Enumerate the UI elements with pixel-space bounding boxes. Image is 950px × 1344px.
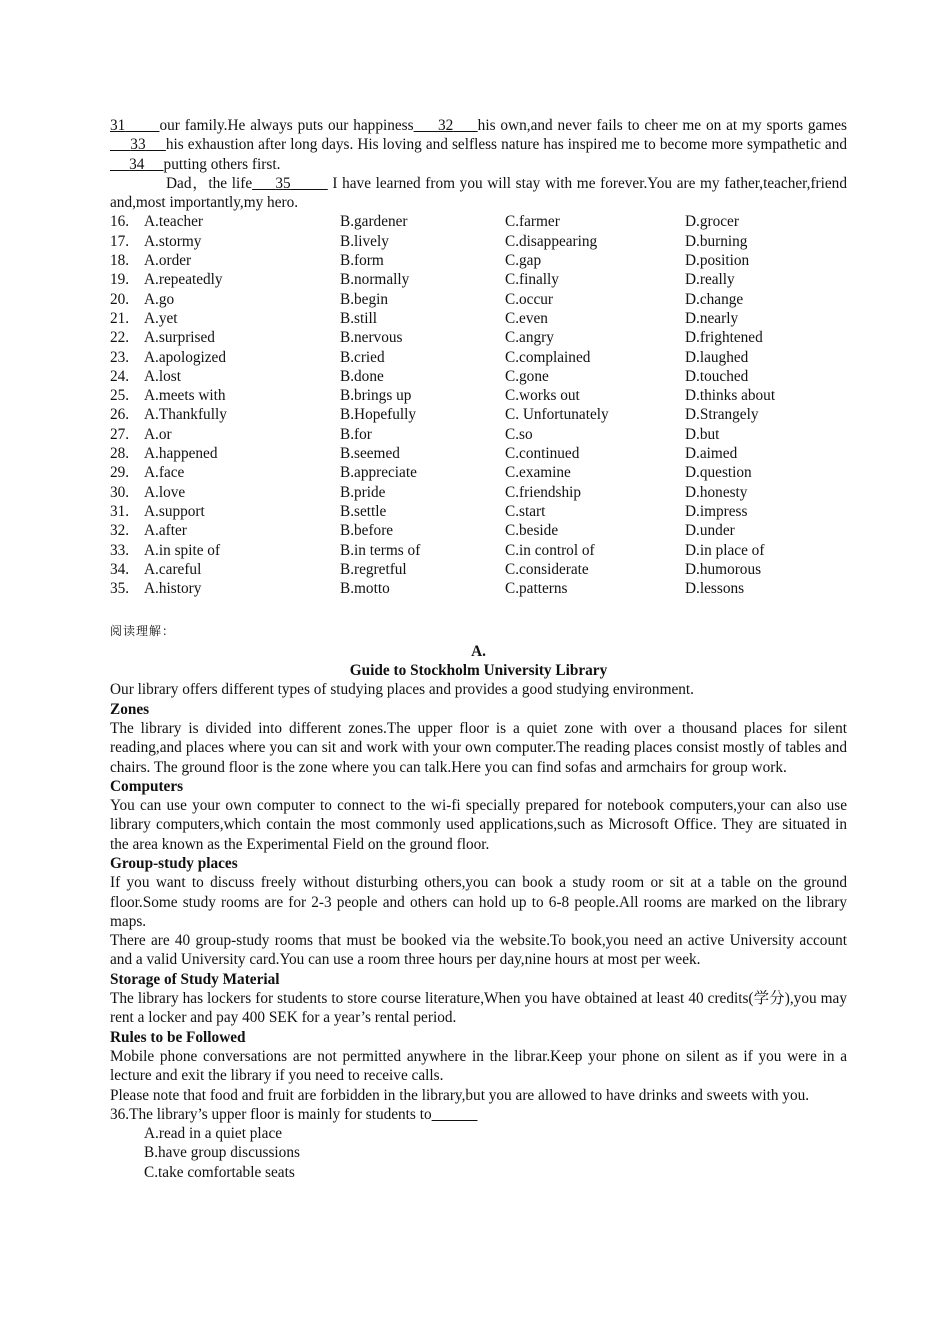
intro-paragraph: Our library offers different types of studying places and provides a good studying environment. — [110, 681, 694, 699]
option-b[interactable]: B.gardener — [340, 213, 408, 231]
option-a[interactable]: A.stormy — [144, 232, 202, 250]
section-heading: 阅读理解： — [110, 624, 176, 639]
passage-letter: A. — [471, 642, 486, 660]
option-d[interactable]: D.really — [685, 271, 735, 289]
heading-rules: Rules to be Followed — [110, 1028, 246, 1046]
question-number: 20. — [110, 290, 130, 308]
zones-paragraph: The library is divided into different zones.The upper floor is a quiet zone with over a thousand places for silent reading,and places where you can sit and work with your own computer.The reading places consist mostly of tables and chairs. The ground floor is the zone where you can talk.Here you can find sofas and armchairs for group work. — [110, 719, 847, 776]
option-a[interactable]: A.or — [144, 425, 172, 443]
answer-blank[interactable] — [432, 1106, 478, 1123]
option-d[interactable]: D.grocer — [685, 213, 739, 231]
option-c[interactable]: C.disappearing — [505, 232, 598, 250]
heading-zones: Zones — [110, 700, 150, 718]
question-number: 18. — [110, 252, 130, 270]
option-b[interactable]: B.Hopefully — [340, 406, 417, 424]
option-a[interactable]: A.careful — [144, 560, 202, 578]
rules-paragraph-1: Mobile phone conversations are not permitted anywhere in the librar.Keep your phone on silent as if you were in a lecture and exit the library if you need to receive calls. — [110, 1047, 847, 1085]
option-c[interactable]: C.complained — [505, 348, 591, 366]
option-d[interactable]: D.position — [685, 252, 750, 270]
question-36-option-a[interactable]: A.read in a quiet place — [144, 1125, 283, 1143]
option-c[interactable]: C.even — [505, 309, 548, 327]
question-number: 17. — [110, 232, 130, 250]
question-number: 34. — [110, 560, 130, 578]
option-d[interactable]: D.touched — [685, 367, 749, 385]
option-b[interactable]: B.still — [340, 309, 377, 327]
option-row — [110, 328, 847, 347]
option-row — [110, 232, 847, 251]
option-b[interactable]: B.seemed — [340, 445, 400, 463]
option-a[interactable]: A.yet — [144, 309, 178, 327]
question-number: 32. — [110, 522, 130, 540]
option-row — [110, 386, 847, 405]
option-a[interactable]: A.order — [144, 252, 192, 270]
option-row — [110, 521, 847, 540]
option-d[interactable]: D.under — [685, 522, 735, 540]
option-row — [110, 483, 847, 502]
option-row — [110, 309, 847, 328]
option-row — [110, 367, 847, 386]
option-b[interactable]: B.nervous — [340, 329, 403, 347]
rules-paragraph-2: Please note that food and fruit are forbidden in the library,but you are allowed to have drinks and sweets with you. — [110, 1086, 810, 1104]
option-d[interactable]: D.laughed — [685, 348, 749, 366]
option-c[interactable]: C.so — [505, 425, 533, 443]
option-b[interactable]: B.before — [340, 522, 394, 540]
question-number: 26. — [110, 406, 130, 424]
option-b[interactable]: B.lively — [340, 232, 389, 250]
option-c[interactable]: C.patterns — [505, 580, 568, 598]
question-36-stem: 36.The library’s upper floor is mainly for students to — [110, 1105, 847, 1124]
option-row — [110, 425, 847, 444]
option-row — [110, 541, 847, 560]
option-a[interactable]: A.apologized — [144, 348, 226, 366]
option-c[interactable]: C.gone — [505, 367, 549, 385]
option-c[interactable]: C.gap — [505, 252, 542, 270]
option-b[interactable]: B.brings up — [340, 387, 412, 405]
option-c[interactable]: C.occur — [505, 290, 553, 308]
option-d[interactable]: D.change — [685, 290, 744, 308]
option-d[interactable]: D.honesty — [685, 483, 748, 501]
option-c[interactable]: C.friendship — [505, 483, 582, 501]
passage-title: Guide to Stockholm University Library — [349, 662, 608, 680]
option-d[interactable]: D.in place of — [685, 541, 765, 559]
option-row — [110, 502, 847, 521]
option-b[interactable]: B.done — [340, 367, 384, 385]
option-a[interactable]: A.in spite of — [144, 541, 221, 559]
option-d[interactable]: D.thinks about — [685, 387, 776, 405]
option-c[interactable]: C.angry — [505, 329, 554, 347]
option-b[interactable]: B.motto — [340, 580, 390, 598]
option-row — [110, 251, 847, 270]
option-b[interactable]: B.settle — [340, 502, 387, 520]
option-a[interactable]: A.repeatedly — [144, 271, 223, 289]
option-a[interactable]: A.after — [144, 522, 187, 540]
option-row — [110, 290, 847, 309]
blank-32: 32 — [437, 117, 454, 134]
option-b[interactable]: B.for — [340, 425, 372, 443]
option-a[interactable]: A.Thankfully — [144, 406, 227, 424]
question-number: 31. — [110, 502, 130, 520]
option-row — [110, 405, 847, 424]
option-a[interactable]: A.meets with — [144, 387, 226, 405]
option-a[interactable]: A.happened — [144, 445, 218, 463]
option-a[interactable]: A.face — [144, 464, 185, 482]
option-a[interactable]: A.love — [144, 483, 186, 501]
option-b[interactable]: B.form — [340, 252, 384, 270]
option-a[interactable]: A.support — [144, 502, 205, 520]
blank-33: 33 — [130, 136, 146, 154]
question-number: 24. — [110, 367, 130, 385]
option-row — [110, 560, 847, 579]
option-a[interactable]: A.lost — [144, 367, 181, 385]
option-row — [110, 579, 847, 598]
option-b[interactable]: B.pride — [340, 483, 386, 501]
option-c[interactable]: C.start — [505, 502, 546, 520]
option-row — [110, 444, 847, 463]
question-number: 22. — [110, 329, 130, 347]
option-a[interactable]: A.go — [144, 290, 175, 308]
passage-paragraph-1: 31 our family.He always puts our happiness 32 his own,and never fails to cheer me on at my sports games 33 his exhaustion after long days. His loving and selfless nature has inspired me to become more sympathetic and 34 putting others first. — [110, 117, 848, 173]
option-c[interactable]: C.works out — [505, 387, 580, 405]
question-number: 25. — [110, 387, 130, 405]
option-b[interactable]: B.regretful — [340, 560, 407, 578]
option-a[interactable]: A.surprised — [144, 329, 215, 347]
group-paragraph-2: There are 40 group-study rooms that must be booked via the website.To book,you need an active University account and a valid University card.You can use a room three hours per day,nine hours at most per week. — [110, 932, 847, 969]
option-c[interactable]: C.farmer — [505, 213, 560, 231]
computers-paragraph: You can use your own computer to connect to the wi-fi specially prepared for notebook computers,your can also use library computers,which contain the most commonly used applications,such as Microsoft Office. They are situated in the area known as the Experimental Field on the ground floor. — [110, 797, 847, 853]
option-c[interactable]: C. Unfortunately — [505, 406, 609, 424]
option-d[interactable]: D.question — [685, 464, 752, 482]
question-number: 27. — [110, 425, 130, 443]
document-page — [110, 116, 847, 1182]
question-number: 35. — [110, 580, 130, 598]
question-number: 23. — [110, 348, 130, 366]
question-36-option-b[interactable]: B.have group discussions — [144, 1144, 300, 1162]
option-c[interactable]: C.continued — [505, 445, 580, 463]
option-d[interactable]: D.frightened — [685, 329, 763, 347]
option-b[interactable]: B.cried — [340, 348, 385, 366]
question-number: 19. — [110, 271, 130, 289]
option-c[interactable]: C.finally — [505, 271, 559, 289]
question-number: 16. — [110, 213, 130, 231]
option-row — [110, 212, 847, 231]
heading-computers: Computers — [110, 777, 184, 795]
option-c[interactable]: C.in control of — [505, 541, 595, 559]
option-row — [110, 270, 847, 289]
question-number: 30. — [110, 483, 130, 501]
storage-paragraph: The library has lockers for students to store course literature,When you have obtained at least 40 credits(学分),you may rent a locker and pay 400 SEK for a year’s rental period. — [110, 990, 847, 1027]
passage-paragraph-2: Dad，the life 35 I have learned from you will stay with me forever.You are my father,teacher,friend and,most importantly,my hero. — [110, 174, 847, 212]
option-d[interactable]: D.lessons — [685, 580, 745, 598]
option-d[interactable]: D.aimed — [685, 445, 738, 463]
option-a[interactable]: A.history — [144, 580, 202, 598]
heading-group-study: Group-study places — [110, 854, 238, 872]
options-table — [110, 212, 847, 598]
option-c[interactable]: C.beside — [505, 522, 559, 540]
option-a[interactable]: A.teacher — [144, 213, 204, 231]
option-b[interactable]: B.in terms of — [340, 541, 421, 559]
option-d[interactable]: D.impress — [685, 502, 748, 520]
question-36-option-c[interactable]: C.take comfortable seats — [144, 1163, 295, 1181]
option-b[interactable]: B.appreciate — [340, 464, 417, 482]
heading-storage: Storage of Study Material — [110, 970, 280, 988]
option-d[interactable]: D.humorous — [685, 560, 762, 578]
group-paragraph-1: If you want to discuss freely without disturbing others,you can book a study room or sit at a table on the ground floor.Some study rooms are for 2-3 people and others can hold up to 6-8 people.All rooms are marked on the library maps. — [110, 874, 847, 930]
option-row — [110, 348, 847, 367]
option-row — [110, 463, 847, 482]
option-b[interactable]: B.normally — [340, 271, 410, 289]
option-c[interactable]: C.examine — [505, 464, 571, 482]
question-number: 33. — [110, 541, 130, 559]
blank-31: 31 — [110, 117, 126, 134]
blank-34: 34 — [129, 155, 145, 173]
option-d[interactable]: D.but — [685, 425, 720, 443]
option-b[interactable]: B.begin — [340, 290, 389, 308]
option-d[interactable]: D.Strangely — [685, 406, 759, 424]
question-number: 28. — [110, 445, 130, 463]
option-c[interactable]: C.considerate — [505, 560, 589, 578]
option-d[interactable]: D.nearly — [685, 309, 739, 327]
option-d[interactable]: D.burning — [685, 232, 748, 250]
blank-35: 35 — [275, 174, 291, 192]
question-number: 21. — [110, 309, 130, 327]
question-number: 29. — [110, 464, 130, 482]
